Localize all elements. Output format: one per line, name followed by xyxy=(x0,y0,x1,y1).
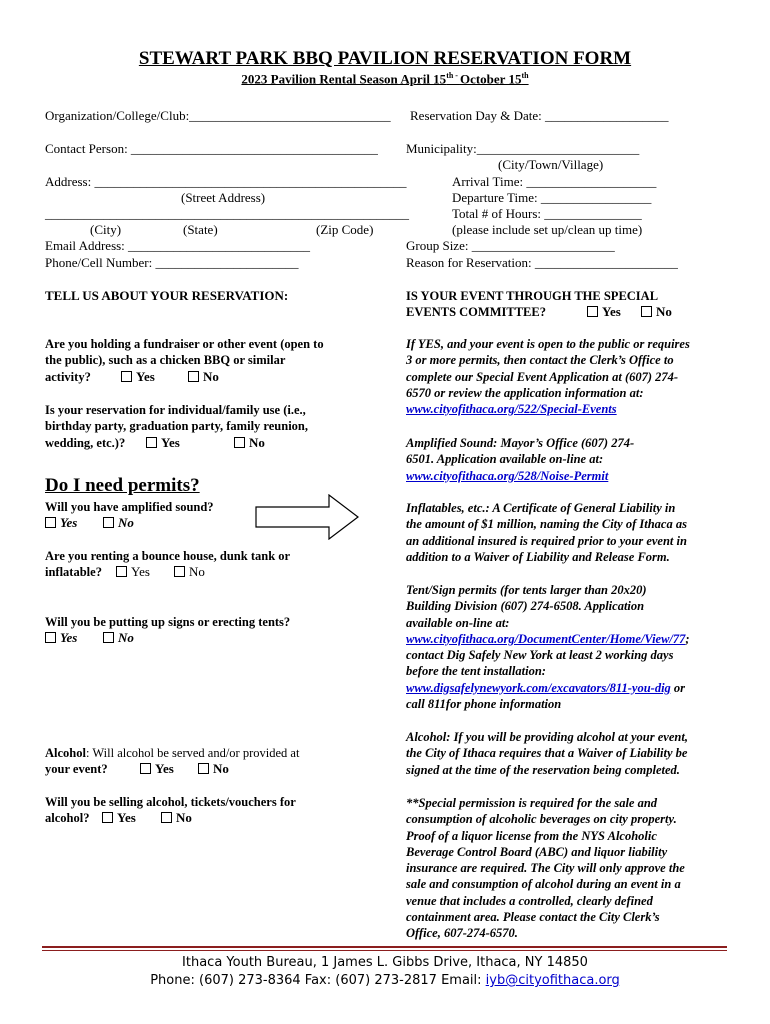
dig-safely-link[interactable]: www.digsafelynewyork.com/excavators/811-you-dig xyxy=(406,680,671,695)
phone-field[interactable]: Phone/Cell Number: ______________________ xyxy=(45,255,299,270)
sound-question: Will you have amplified sound? xyxy=(45,500,214,514)
special-events-question: IS YOUR EVENT THROUGH THE SPECIAL EVENTS COMMITTEE? xyxy=(406,289,659,320)
bounce-no-checkbox[interactable]: No xyxy=(174,564,205,580)
fundraiser-question: Are you holding a fundraiser or other event (open to the public), such as a chicken BBQ or similar activity? xyxy=(45,337,324,384)
special-events-link[interactable]: www.cityofithaca.org/522/Special-Events xyxy=(406,402,617,417)
amplified-sound-info: Amplified Sound: Mayor’s Office (607) 274- 6501. Application available on-line at: www.cityofithaca.org/528/Noise-Permit xyxy=(406,436,635,483)
zip-hint: (Zip Code) xyxy=(316,222,374,237)
footer-divider xyxy=(42,946,727,948)
fundraiser-yes-checkbox[interactable]: Yes xyxy=(121,369,155,385)
setup-hint: (please include set up/clean up time) xyxy=(452,222,643,237)
bounce-question: Are you renting a bounce house, dunk tank or inflatable? xyxy=(45,549,291,580)
street-hint: (Street Address) xyxy=(181,190,266,205)
if-yes-info: If YES, and your event is open to the public or requires 3 or more permits, then contact the Clerk’s Office to complete our Special Event Application at (607) 274- 6570 or review the application information at: www.cityofithaca.org/522/Special-Events xyxy=(406,337,690,417)
right-arrow-icon xyxy=(255,494,360,540)
address-line2-field[interactable]: ________________________________________________________ xyxy=(45,206,409,221)
organization-field[interactable]: Organization/College/Club:_______________________________ xyxy=(45,108,391,123)
contact-person-field[interactable]: Contact Person: ______________________________________ xyxy=(45,141,378,156)
reason-field[interactable]: Reason for Reservation: ______________________ xyxy=(406,255,678,270)
bounce-yes-checkbox[interactable]: Yes xyxy=(116,564,150,580)
signs-yes-checkbox[interactable]: Yes xyxy=(45,630,77,646)
document-center-link[interactable]: www.cityofithaca.org/DocumentCenter/Home/View/77 xyxy=(406,631,686,646)
footer-email-link[interactable]: iyb@cityofithaca.org xyxy=(485,973,620,988)
selling-yes-checkbox[interactable]: Yes xyxy=(102,810,136,826)
noise-permit-link[interactable]: www.cityofithaca.org/528/Noise-Permit xyxy=(406,468,609,483)
signs-no-checkbox[interactable]: No xyxy=(103,630,134,646)
alcohol-info: Alcohol: If you will be providing alcohol at your event, the City of Ithaca requires that a Waiver of Liability be signed at the time of the reservation being completed. xyxy=(406,730,688,777)
total-hours-field[interactable]: Total # of Hours: _______________ xyxy=(452,206,642,221)
inflatables-info: Inflatables, etc.: A Certificate of General Liability in the amount of $1 million, naming the City of Ithaca as an additional insured is required prior to your event in addition to a Waiver of Liability and Release Form. xyxy=(406,501,687,564)
address-field[interactable]: Address: ________________________________________________ xyxy=(45,174,407,189)
reservation-date-field[interactable]: Reservation Day & Date: ___________________ xyxy=(410,108,669,123)
individual-yes-checkbox[interactable]: Yes xyxy=(146,435,180,451)
sound-no-checkbox[interactable]: No xyxy=(103,515,134,531)
arrival-time-field[interactable]: Arrival Time: ____________________ xyxy=(452,174,657,189)
alcohol-question: Alcohol: Will alcohol be served and/or provided at your event? xyxy=(45,746,300,777)
signs-question: Will you be putting up signs or erecting tents? xyxy=(45,615,291,629)
selling-question: Will you be selling alcohol, tickets/vouchers for alcohol? xyxy=(45,795,296,826)
municipality-hint: (City/Town/Village) xyxy=(498,157,604,172)
footer-contact: Phone: (607) 273-8364 Fax: (607) 273-2817 Email: iyb@cityofithaca.org xyxy=(150,973,620,988)
email-field[interactable]: Email Address: ____________________________ xyxy=(45,238,311,253)
alcohol-no-checkbox[interactable]: No xyxy=(198,761,229,777)
individual-no-checkbox[interactable]: No xyxy=(234,435,265,451)
footer-divider-thin xyxy=(42,950,727,951)
footer-address: Ithaca Youth Bureau, 1 James L. Gibbs Drive, Ithaca, NY 14850 xyxy=(182,955,588,970)
form-title: STEWART PARK BBQ PAVILION RESERVATION FORM xyxy=(138,48,632,69)
municipality-field[interactable]: Municipality:_________________________ xyxy=(406,141,640,156)
state-hint: (State) xyxy=(183,222,218,237)
special-permission-info: **Special permission is required for the sale and consumption of alcoholic beverages on city property. Proof of a liquor license from the NYS Alcoholic Beverage Control Board (ABC) and liquor liability insurance are required. The City will only approve the sale and consumption of alcohol during an event in a venue that includes a controlled, clearly defined containment area. Please contact the City Clerk’s Office, 607-274-6570. xyxy=(406,796,685,941)
city-hint: (City) xyxy=(90,222,122,237)
alcohol-yes-checkbox[interactable]: Yes xyxy=(140,761,174,777)
group-size-field[interactable]: Group Size: ______________________ xyxy=(406,238,615,253)
permits-heading: Do I need permits? xyxy=(45,475,200,496)
fundraiser-no-checkbox[interactable]: No xyxy=(188,369,219,385)
tell-us-heading: TELL US ABOUT YOUR RESERVATION: xyxy=(45,288,289,303)
departure-time-field[interactable]: Departure Time: _________________ xyxy=(452,190,652,205)
form-subtitle: 2023 Pavilion Rental Season April $15^{th -}$ October 15th xyxy=(241,71,529,87)
special-no-checkbox[interactable]: No xyxy=(641,304,672,320)
individual-question: Is your reservation for individual/family use (i.e., birthday party, graduation party, family reunion, wedding, etc.)? xyxy=(45,403,308,450)
special-yes-checkbox[interactable]: Yes xyxy=(587,304,621,320)
selling-no-checkbox[interactable]: No xyxy=(161,810,192,826)
tent-sign-info: Tent/Sign permits (for tents larger than 20x20) Building Division (607) 274-6508. Application available on-line at: www.cityofithaca.org/DocumentCenter/Home/View/77; contact Dig Safely New York at least 2 working days before the tent installation: www.digsafelynewyork.com/excavators/811-you-dig or call 811for phone information xyxy=(406,583,690,712)
sound-yes-checkbox[interactable]: Yes xyxy=(45,515,77,531)
